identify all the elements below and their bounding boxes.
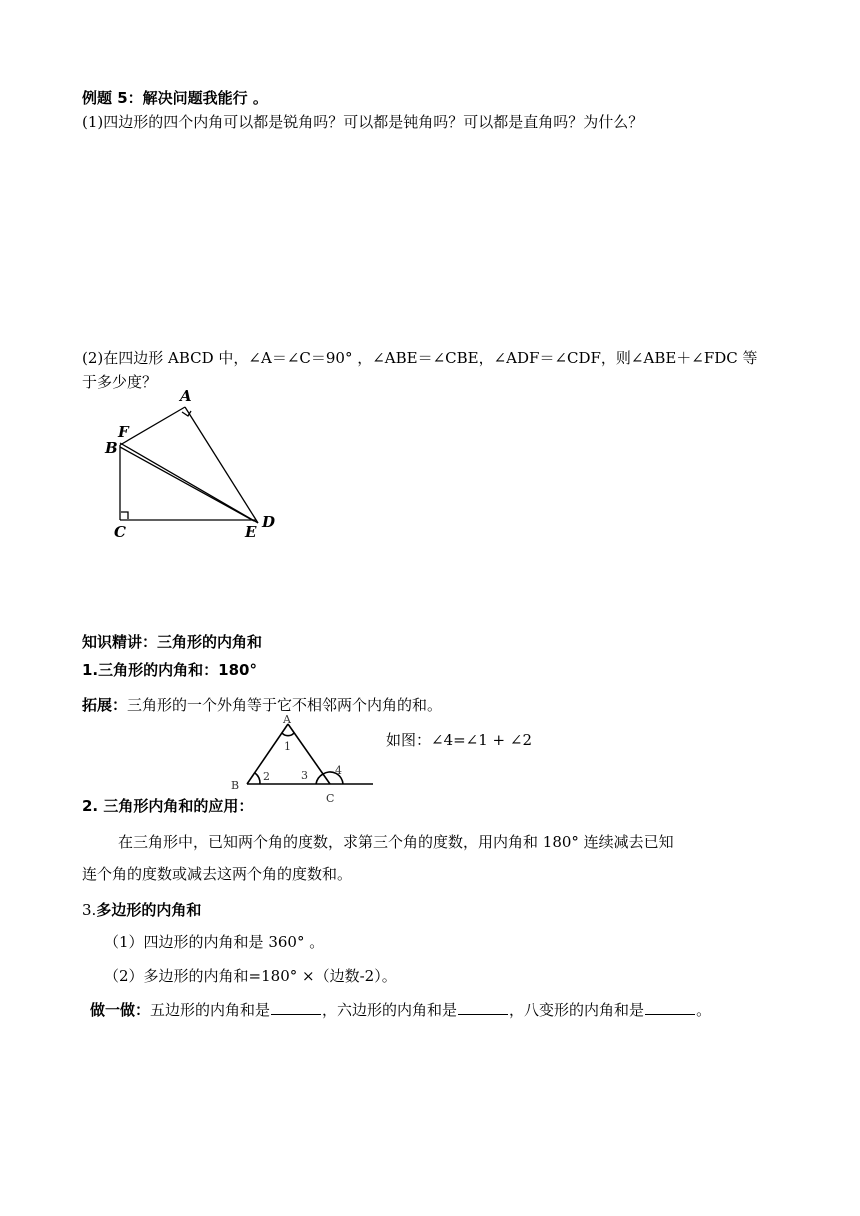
answer-blank-pentagon[interactable]	[271, 1000, 321, 1015]
question-1: (1)四边形的四个内角可以都是锐角吗？可以都是钝角吗？可以都是直角吗？为什么？	[82, 113, 644, 131]
practice-label: 做一做：	[90, 1001, 151, 1019]
label-a: A	[180, 387, 192, 405]
point-2-text-line-2: 连个角的度数或减去这两个角的度数和。	[82, 865, 353, 883]
point-2: 2. 三角形内角和的应用：	[82, 797, 254, 815]
knowledge-heading: 知识精讲：三角形的内角和	[82, 633, 263, 651]
question-2-line-1: (2)在四边形 ABCD 中，∠A＝∠C＝90° ，∠ABE＝∠CBE，∠ADF＝∠CDF，则∠ABE＋∠FDC 等	[82, 349, 758, 367]
angle-number-1: 1	[284, 740, 291, 753]
point-1: 1.三角形的内角和：180°	[82, 661, 257, 679]
segment-fd	[120, 443, 258, 523]
practice-part-3: ，八变形的内角和是	[509, 1001, 645, 1019]
vertex-a: A	[283, 713, 291, 726]
practice-part-1: 五边形的内角和是	[150, 1001, 271, 1019]
angle-3-arc	[316, 774, 323, 784]
extension-text: 三角形的一个外角等于它不相邻两个内角的和。	[127, 696, 443, 714]
side-ac	[288, 724, 330, 784]
label-f: F	[118, 423, 129, 441]
edge-ad	[185, 407, 258, 523]
angle-number-2: 2	[263, 770, 270, 783]
answer-blank-hexagon[interactable]	[458, 1000, 508, 1015]
example-title: 例题 5：解决问题我能行 。	[82, 89, 268, 107]
right-angle-mark-c	[121, 512, 128, 519]
vertex-c: C	[326, 792, 335, 805]
angle-1-arc	[282, 733, 294, 736]
practice-line	[90, 1000, 711, 1020]
vertex-b: B	[231, 779, 240, 792]
quadrilateral-figure	[100, 385, 290, 545]
angle-2-arc	[255, 773, 260, 784]
label-c: C	[114, 523, 126, 541]
angle-number-4: 4	[335, 764, 342, 777]
angle-number-3: 3	[301, 769, 308, 782]
practice-part-2: ，六边形的内角和是	[322, 1001, 458, 1019]
point-2-text-line-1: 在三角形中，已知两个角的度数，求第三个角的度数，用内角和 180° 连续减去已知	[118, 833, 674, 851]
label-e: E	[245, 523, 257, 541]
edge-ba	[120, 407, 185, 445]
point-3-item-1: （1）四边形的内角和是 360° 。	[104, 933, 325, 951]
question-2-line-2: 于多少度？	[82, 373, 158, 391]
point-3	[82, 900, 201, 920]
label-d: D	[262, 513, 276, 531]
answer-blank-octagon[interactable]	[645, 1000, 695, 1015]
label-b: B	[105, 439, 118, 457]
extension-label: 拓展：	[82, 696, 128, 714]
point-3-number: 3.	[82, 901, 97, 919]
point-3-title: 多边形的内角和	[96, 901, 202, 919]
point-3-item-2: （2）多边形的内角和=180° ×（边数-2）。	[104, 967, 397, 985]
practice-end: 。	[696, 1001, 712, 1019]
triangle-figure	[225, 710, 385, 805]
figure-caption: 如图：∠4=∠1 + ∠2	[386, 731, 533, 749]
